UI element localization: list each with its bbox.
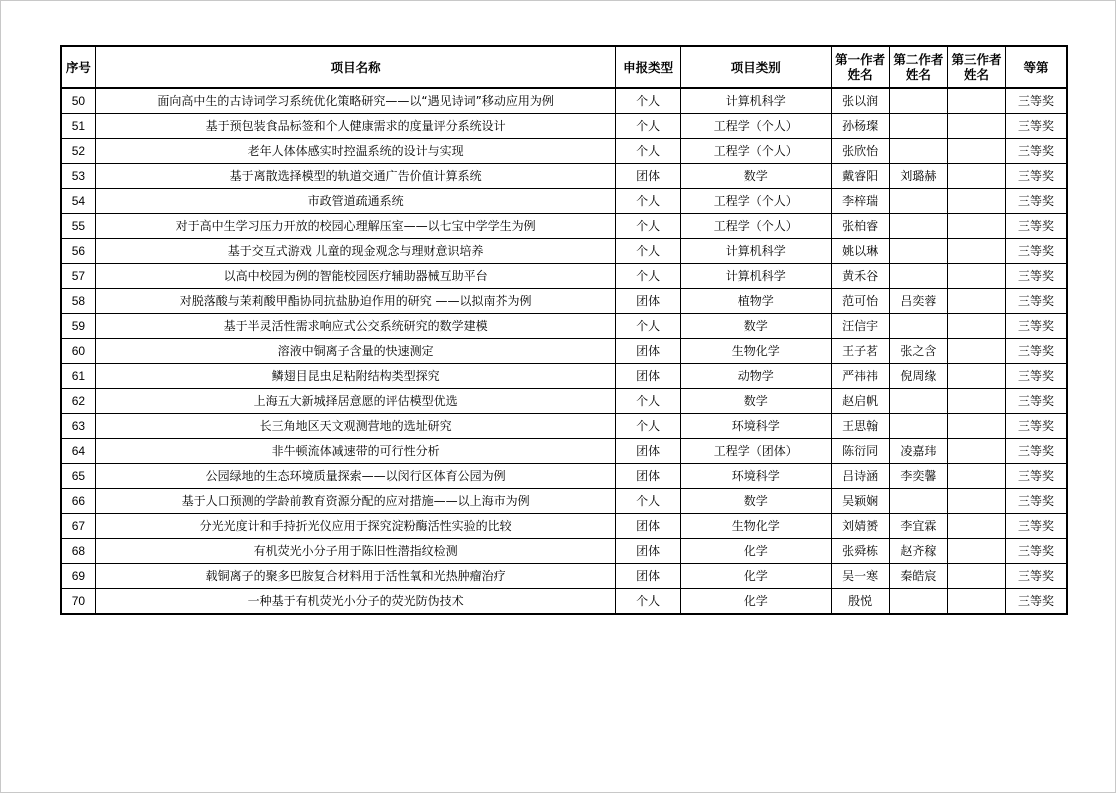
cell-author3 (947, 88, 1005, 114)
cell-no: 57 (61, 264, 95, 289)
cell-type: 个人 (616, 88, 680, 114)
cell-grade: 三等奖 (1006, 139, 1067, 164)
cell-category: 计算机科学 (680, 264, 831, 289)
cell-grade: 三等奖 (1006, 214, 1067, 239)
cell-author3 (947, 339, 1005, 364)
cell-project-name: 面向高中生的古诗词学习系统优化策略研究——以“遇见诗词”移动应用为例 (95, 88, 616, 114)
cell-author2 (889, 114, 947, 139)
cell-no: 51 (61, 114, 95, 139)
cell-no: 70 (61, 589, 95, 615)
cell-author1: 戴睿阳 (831, 164, 889, 189)
cell-project-name: 基于人口预测的学龄前教育资源分配的应对措施——以上海市为例 (95, 489, 616, 514)
cell-grade: 三等奖 (1006, 239, 1067, 264)
cell-author2 (889, 189, 947, 214)
cell-no: 50 (61, 88, 95, 114)
cell-grade: 三等奖 (1006, 539, 1067, 564)
table-row (61, 339, 1067, 364)
cell-category: 化学 (680, 539, 831, 564)
cell-author2: 赵齐稼 (889, 539, 947, 564)
cell-author1: 殷悦 (831, 589, 889, 615)
table-row (61, 389, 1067, 414)
cell-type: 个人 (616, 189, 680, 214)
cell-project-name: 基于交互式游戏 儿童的现金观念与理财意识培养 (95, 239, 616, 264)
cell-author3 (947, 364, 1005, 389)
cell-author1: 汪信宇 (831, 314, 889, 339)
cell-grade: 三等奖 (1006, 364, 1067, 389)
cell-author1: 姚以琳 (831, 239, 889, 264)
cell-type: 个人 (616, 264, 680, 289)
cell-author3 (947, 589, 1005, 615)
cell-author1: 刘婧赟 (831, 514, 889, 539)
cell-type: 团体 (616, 164, 680, 189)
cell-author2 (889, 239, 947, 264)
cell-no: 52 (61, 139, 95, 164)
cell-grade: 三等奖 (1006, 189, 1067, 214)
cell-author1: 严祎祎 (831, 364, 889, 389)
cell-no: 62 (61, 389, 95, 414)
table-row (61, 214, 1067, 239)
table-row (61, 88, 1067, 114)
cell-no: 66 (61, 489, 95, 514)
cell-author3 (947, 389, 1005, 414)
cell-project-name: 非牛顿流体减速带的可行性分析 (95, 439, 616, 464)
cell-grade: 三等奖 (1006, 164, 1067, 189)
cell-author3 (947, 464, 1005, 489)
table-row (61, 589, 1067, 615)
table-row (61, 489, 1067, 514)
cell-type: 个人 (616, 389, 680, 414)
cell-author2 (889, 314, 947, 339)
cell-project-name: 对于高中生学习压力开放的校园心理解压室——以七宝中学学生为例 (95, 214, 616, 239)
cell-no: 61 (61, 364, 95, 389)
cell-author2 (889, 489, 947, 514)
cell-author1: 陈衍同 (831, 439, 889, 464)
cell-category: 工程学（个人） (680, 214, 831, 239)
cell-no: 58 (61, 289, 95, 314)
cell-author1: 李梓瑞 (831, 189, 889, 214)
cell-project-name: 公园绿地的生态环境质量探索——以闵行区体育公园为例 (95, 464, 616, 489)
cell-author2 (889, 139, 947, 164)
cell-grade: 三等奖 (1006, 264, 1067, 289)
cell-author3 (947, 439, 1005, 464)
cell-no: 55 (61, 214, 95, 239)
cell-category: 数学 (680, 389, 831, 414)
cell-project-name: 基于半灵活性需求响应式公交系统研究的数学建模 (95, 314, 616, 339)
cell-no: 68 (61, 539, 95, 564)
cell-project-name: 有机荧光小分子用于陈旧性潜指纹检测 (95, 539, 616, 564)
table-row (61, 189, 1067, 214)
cell-grade: 三等奖 (1006, 564, 1067, 589)
cell-grade: 三等奖 (1006, 489, 1067, 514)
cell-no: 67 (61, 514, 95, 539)
cell-category: 生物化学 (680, 514, 831, 539)
cell-author3 (947, 264, 1005, 289)
cell-author3 (947, 164, 1005, 189)
cell-author3 (947, 489, 1005, 514)
cell-category: 计算机科学 (680, 239, 831, 264)
cell-type: 团体 (616, 539, 680, 564)
cell-type: 团体 (616, 514, 680, 539)
cell-no: 65 (61, 464, 95, 489)
cell-type: 个人 (616, 239, 680, 264)
cell-no: 63 (61, 414, 95, 439)
cell-project-name: 老年人体体感实时控温系统的设计与实现 (95, 139, 616, 164)
cell-category: 动物学 (680, 364, 831, 389)
cell-author3 (947, 214, 1005, 239)
cell-author2 (889, 264, 947, 289)
table-row (61, 364, 1067, 389)
cell-project-name: 上海五大新城择居意愿的评估模型优选 (95, 389, 616, 414)
cell-project-name: 一种基于有机荧光小分子的荧光防伪技术 (95, 589, 616, 615)
cell-grade: 三等奖 (1006, 414, 1067, 439)
cell-author3 (947, 514, 1005, 539)
cell-author3 (947, 314, 1005, 339)
table-row (61, 114, 1067, 139)
cell-category: 数学 (680, 314, 831, 339)
table-row (61, 539, 1067, 564)
cell-project-name: 基于离散选择模型的轨道交通广告价值计算系统 (95, 164, 616, 189)
cell-author1: 孙杨璨 (831, 114, 889, 139)
cell-grade: 三等奖 (1006, 339, 1067, 364)
cell-type: 个人 (616, 314, 680, 339)
cell-author3 (947, 239, 1005, 264)
header-type: 申报类型 (616, 46, 680, 88)
cell-author3 (947, 139, 1005, 164)
table-row (61, 239, 1067, 264)
cell-grade: 三等奖 (1006, 88, 1067, 114)
cell-grade: 三等奖 (1006, 514, 1067, 539)
cell-no: 56 (61, 239, 95, 264)
table-row (61, 164, 1067, 189)
cell-author3 (947, 114, 1005, 139)
cell-category: 环境科学 (680, 464, 831, 489)
cell-author1: 张舜栋 (831, 539, 889, 564)
header-name: 项目名称 (95, 46, 616, 88)
cell-author2: 李奕馨 (889, 464, 947, 489)
cell-author2: 吕奕蓉 (889, 289, 947, 314)
cell-category: 植物学 (680, 289, 831, 314)
table-row (61, 439, 1067, 464)
cell-category: 工程学（个人） (680, 139, 831, 164)
header-row (61, 46, 1067, 88)
cell-author2: 秦皓宸 (889, 564, 947, 589)
cell-grade: 三等奖 (1006, 114, 1067, 139)
cell-type: 个人 (616, 214, 680, 239)
cell-type: 团体 (616, 339, 680, 364)
cell-no: 53 (61, 164, 95, 189)
cell-type: 个人 (616, 489, 680, 514)
table-row (61, 289, 1067, 314)
header-no: 序号 (61, 46, 95, 88)
cell-author2: 李宜霖 (889, 514, 947, 539)
table-row (61, 464, 1067, 489)
cell-author1: 王子茗 (831, 339, 889, 364)
cell-type: 团体 (616, 564, 680, 589)
table-row (61, 314, 1067, 339)
cell-project-name: 溶液中铜离子含量的快速测定 (95, 339, 616, 364)
cell-author3 (947, 414, 1005, 439)
cell-grade: 三等奖 (1006, 589, 1067, 615)
table-row (61, 414, 1067, 439)
cell-category: 环境科学 (680, 414, 831, 439)
cell-grade: 三等奖 (1006, 439, 1067, 464)
table-row (61, 264, 1067, 289)
cell-author1: 张柏睿 (831, 214, 889, 239)
cell-type: 个人 (616, 139, 680, 164)
cell-project-name: 长三角地区天文观测营地的选址研究 (95, 414, 616, 439)
cell-type: 个人 (616, 414, 680, 439)
cell-project-name: 以高中校园为例的智能校园医疗辅助器械互助平台 (95, 264, 616, 289)
table-row (61, 564, 1067, 589)
cell-type: 团体 (616, 289, 680, 314)
cell-author2: 倪周缘 (889, 364, 947, 389)
cell-grade: 三等奖 (1006, 314, 1067, 339)
cell-type: 团体 (616, 464, 680, 489)
cell-author2: 凌嘉玮 (889, 439, 947, 464)
cell-author1: 张欣怡 (831, 139, 889, 164)
cell-category: 计算机科学 (680, 88, 831, 114)
cell-author2: 刘璐赫 (889, 164, 947, 189)
cell-type: 团体 (616, 439, 680, 464)
cell-author3 (947, 539, 1005, 564)
cell-author1: 赵启帆 (831, 389, 889, 414)
cell-author2 (889, 88, 947, 114)
cell-category: 化学 (680, 564, 831, 589)
cell-no: 64 (61, 439, 95, 464)
cell-category: 工程学（团体） (680, 439, 831, 464)
cell-no: 59 (61, 314, 95, 339)
cell-grade: 三等奖 (1006, 289, 1067, 314)
cell-author1: 吴颖娴 (831, 489, 889, 514)
cell-author3 (947, 289, 1005, 314)
cell-author1: 黄禾谷 (831, 264, 889, 289)
cell-author2 (889, 414, 947, 439)
cell-category: 生物化学 (680, 339, 831, 364)
header-grade: 等第 (1006, 46, 1067, 88)
cell-author2: 张之含 (889, 339, 947, 364)
cell-author3 (947, 189, 1005, 214)
cell-author1: 范可怡 (831, 289, 889, 314)
cell-category: 工程学（个人） (680, 114, 831, 139)
cell-author3 (947, 564, 1005, 589)
cell-category: 化学 (680, 589, 831, 615)
cell-author1: 王思翰 (831, 414, 889, 439)
cell-project-name: 市政管道疏通系统 (95, 189, 616, 214)
cell-category: 工程学（个人） (680, 189, 831, 214)
cell-grade: 三等奖 (1006, 464, 1067, 489)
header-category: 项目类别 (680, 46, 831, 88)
cell-project-name: 载铜离子的聚多巴胺复合材料用于活性氧和光热肿瘤治疗 (95, 564, 616, 589)
cell-no: 60 (61, 339, 95, 364)
header-author1: 第一作者姓名 (831, 46, 889, 88)
cell-grade: 三等奖 (1006, 389, 1067, 414)
cell-type: 团体 (616, 364, 680, 389)
cell-category: 数学 (680, 489, 831, 514)
cell-author2 (889, 389, 947, 414)
awards-table (60, 45, 1068, 615)
cell-type: 个人 (616, 589, 680, 615)
cell-category: 数学 (680, 164, 831, 189)
cell-project-name: 基于预包装食品标签和个人健康需求的度量评分系统设计 (95, 114, 616, 139)
cell-no: 54 (61, 189, 95, 214)
table-row (61, 139, 1067, 164)
header-author3: 第三作者姓名 (947, 46, 1005, 88)
cell-author2 (889, 589, 947, 615)
cell-project-name: 鳞翅目昆虫足粘附结构类型探究 (95, 364, 616, 389)
cell-project-name: 对脱落酸与茉莉酸甲酯协同抗盐胁迫作用的研究 ——以拟南芥为例 (95, 289, 616, 314)
cell-no: 69 (61, 564, 95, 589)
cell-author1: 张以润 (831, 88, 889, 114)
header-author2: 第二作者姓名 (889, 46, 947, 88)
table-row (61, 514, 1067, 539)
cell-author2 (889, 214, 947, 239)
cell-author1: 吴一寒 (831, 564, 889, 589)
cell-project-name: 分光光度计和手持折光仪应用于探究淀粉酶活性实验的比较 (95, 514, 616, 539)
cell-author1: 吕诗涵 (831, 464, 889, 489)
cell-type: 个人 (616, 114, 680, 139)
